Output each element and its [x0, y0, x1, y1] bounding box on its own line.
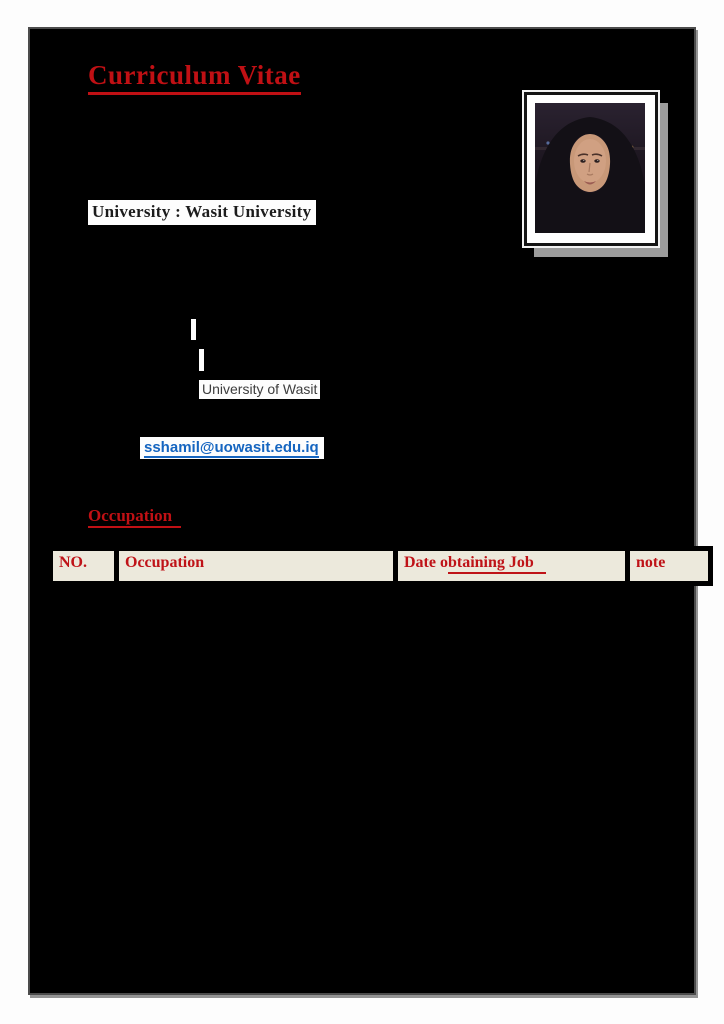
- page-title: Curriculum Vitae: [88, 60, 301, 95]
- occupation-section-heading: Occupation: [88, 506, 181, 526]
- occupation-table-header-row: [51, 549, 711, 584]
- email-link[interactable]: sshamil@uowasit.edu.iq: [144, 439, 319, 456]
- workplace-line: University of Wasit: [199, 380, 320, 399]
- header-cell-occupation: Occupation: [117, 549, 396, 584]
- header-cell-no: NO.: [51, 549, 117, 584]
- header-cell-date: Date obtaining Job: [396, 549, 628, 584]
- profile-photo-frame: [524, 92, 658, 246]
- header-cell-note: note: [628, 549, 711, 584]
- highlight-mark-2: [199, 349, 204, 371]
- university-line: University : Wasit University: [88, 200, 316, 225]
- portrait-photo: [535, 103, 645, 233]
- occupation-table: [48, 546, 713, 586]
- email-highlight: [140, 437, 324, 459]
- highlight-mark-1: [191, 319, 196, 340]
